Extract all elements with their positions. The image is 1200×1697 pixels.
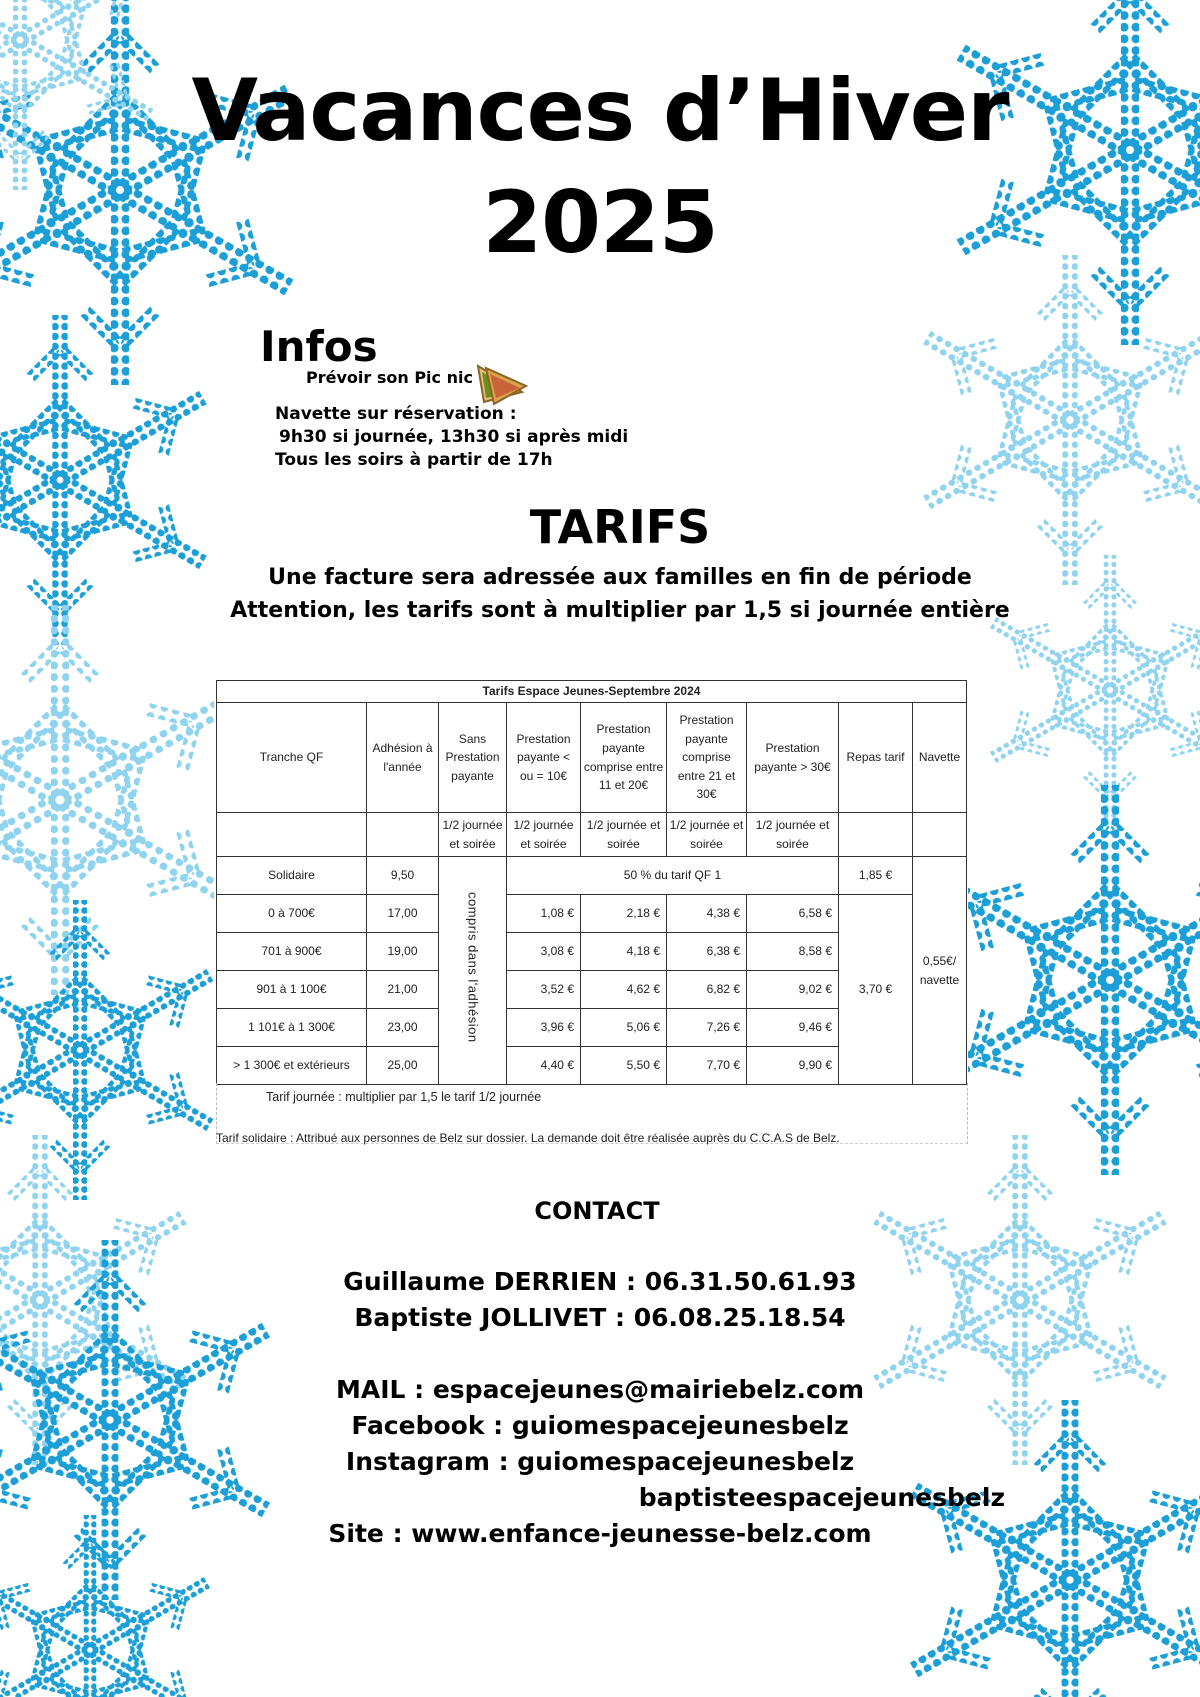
contact-person-1: Guillaume DERRIEN : 06.31.50.61.93 — [343, 1267, 857, 1296]
subheader-sans: 1/2 journée et soirée — [439, 813, 507, 857]
infos-heading: Infos — [260, 322, 378, 371]
subheader-p4: 1/2 journée et soirée — [747, 813, 839, 857]
header-adhesion: Adhésion à l'année — [367, 703, 439, 813]
table-caption: Tarifs Espace Jeunes-Septembre 2024 — [217, 681, 967, 703]
cell-p1: 3,96 € — [507, 1009, 581, 1047]
table-row — [217, 895, 967, 933]
tarifs-multiplier-note: Attention, les tarifs sont à multiplier par 1,5 si journée entière — [230, 598, 1010, 623]
tarifs-invoice-note: Une facture sera adressée aux familles en fin de période — [268, 565, 972, 590]
cell-tranche: 0 à 700€ — [217, 895, 367, 933]
contact-instagram-2[interactable]: baptisteespacejeunesbelz — [638, 1483, 1005, 1512]
cell-p3: 4,38 € — [667, 895, 747, 933]
cell-tranche: 701 à 900€ — [217, 933, 367, 971]
pricing-table-scan — [214, 678, 968, 1150]
sandwich-icon — [474, 362, 530, 408]
header-prestation-3: Prestation payante comprise entre 21 et 30€ — [667, 703, 747, 813]
cell-p3: 6,38 € — [667, 933, 747, 971]
subheader-p2: 1/2 journée et soirée — [581, 813, 667, 857]
subheader-empty — [367, 813, 439, 857]
cell-adhesion: 25,00 — [367, 1047, 439, 1085]
subheader-p3: 1/2 journée et soirée — [667, 813, 747, 857]
subheader-empty — [839, 813, 913, 857]
cell-navette: 0,55€/ navette — [913, 857, 967, 1085]
cell-p1: 3,08 € — [507, 933, 581, 971]
page-title-line2: 2025 — [482, 173, 718, 273]
pricing-table — [216, 680, 967, 1085]
header-prestation-4: Prestation payante > 30€ — [747, 703, 839, 813]
page-title-line1: Vacances d’Hiver — [191, 61, 1009, 161]
header-navette: Navette — [913, 703, 967, 813]
contact-person-2: Baptiste JOLLIVET : 06.08.25.18.54 — [354, 1303, 846, 1332]
cell-compris — [439, 857, 507, 1085]
contact-facebook[interactable]: Facebook : guiomespacejeunesbelz — [351, 1411, 849, 1440]
contact-site[interactable]: Site : www.enfance-jeunesse-belz.com — [328, 1519, 872, 1548]
footnote-solidaire: Tarif solidaire : Attribué aux personnes de Belz sur dossier. La demande doit être réalisée auprès du C.C.A.S de Belz. — [216, 1131, 840, 1145]
cell-p3: 6,82 € — [667, 971, 747, 1009]
cell-p2: 5,06 € — [581, 1009, 667, 1047]
cell-tranche: 901 à 1 100€ — [217, 971, 367, 1009]
header-prestation-1: Prestation payante < ou = 10€ — [507, 703, 581, 813]
subheader-empty — [913, 813, 967, 857]
header-repas: Repas tarif — [839, 703, 913, 813]
cell-p4: 8,58 € — [747, 933, 839, 971]
shuttle-line: Navette sur réservation : — [275, 404, 517, 424]
cell-p4: 9,02 € — [747, 971, 839, 1009]
cell-adhesion: 23,00 — [367, 1009, 439, 1047]
cell-p2: 4,18 € — [581, 933, 667, 971]
cell-adhesion: 21,00 — [367, 971, 439, 1009]
cell-p2: 4,62 € — [581, 971, 667, 1009]
cell-p3: 7,70 € — [667, 1047, 747, 1085]
cell-solidaire-note: 50 % du tarif QF 1 — [507, 857, 839, 895]
header-sans-prestation: Sans Prestation payante — [439, 703, 507, 813]
subheader-empty — [217, 813, 367, 857]
subheader-p1: 1/2 journée et soirée — [507, 813, 581, 857]
tarifs-heading: TARIFS — [529, 500, 711, 554]
cell-adhesion: 9,50 — [367, 857, 439, 895]
shuttle-line: Tous les soirs à partir de 17h — [275, 450, 553, 470]
cell-p1: 1,08 € — [507, 895, 581, 933]
compris-label: compris dans l'adhésion — [465, 892, 481, 1043]
cell-p2: 2,18 € — [581, 895, 667, 933]
picnic-note: Prévoir son Pic nic — [306, 368, 473, 387]
cell-p2: 5,50 € — [581, 1047, 667, 1085]
contact-heading: CONTACT — [534, 1197, 660, 1225]
cell-p3: 7,26 € — [667, 1009, 747, 1047]
cell-tranche: > 1 300€ et extérieurs — [217, 1047, 367, 1085]
footnote-day-rate: Tarif journée : multiplier par 1,5 le tarif 1/2 journée — [266, 1090, 542, 1104]
shuttle-line: 9h30 si journée, 13h30 si après midi — [279, 427, 629, 447]
cell-repas-shared: 3,70 € — [839, 895, 913, 1085]
cell-tranche: Solidaire — [217, 857, 367, 895]
cell-adhesion: 17,00 — [367, 895, 439, 933]
cell-tranche: 1 101€ à 1 300€ — [217, 1009, 367, 1047]
cell-adhesion: 19,00 — [367, 933, 439, 971]
header-tranche: Tranche QF — [217, 703, 367, 813]
table-row-solidaire — [217, 857, 967, 895]
header-prestation-2: Prestation payante comprise entre 11 et 20€ — [581, 703, 667, 813]
cell-repas-solidaire: 1,85 € — [839, 857, 913, 895]
cell-p4: 6,58 € — [747, 895, 839, 933]
cell-p4: 9,46 € — [747, 1009, 839, 1047]
contact-instagram[interactable]: Instagram : guiomespacejeunesbelz — [345, 1447, 855, 1476]
cell-p1: 4,40 € — [507, 1047, 581, 1085]
cell-p1: 3,52 € — [507, 971, 581, 1009]
contact-mail[interactable]: MAIL : espacejeunes@mairiebelz.com — [335, 1375, 865, 1404]
cell-p4: 9,90 € — [747, 1047, 839, 1085]
